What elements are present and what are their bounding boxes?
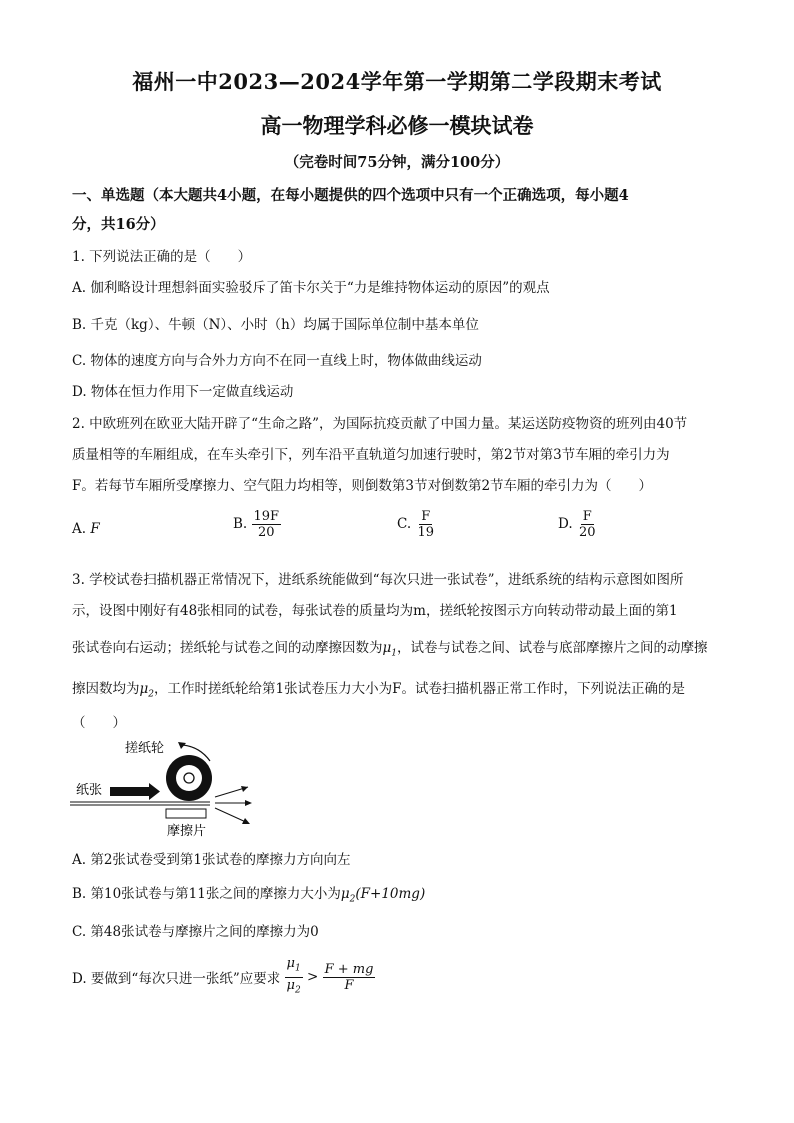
exam-title: 福州一中2023—2024学年第一学期第二学段期末考试 [132, 69, 662, 94]
q2-option-d-label: D. [558, 516, 573, 532]
q3-stem-line2: 示，设图中刚好有48张相同的试卷，每张试卷的质量均为m，搓纸轮按图示方向转动带动最上面的第1 [72, 603, 678, 619]
q2-option-b-fraction [252, 509, 282, 540]
q2-option-c-num: F [421, 509, 431, 524]
q2-stem-line3: F。若每节车厢所受摩擦力、空气阻力均相等，则倒数第3节对倒数第2节车厢的牵引力为（ ） [72, 478, 653, 494]
q3-mu2 [139, 681, 155, 700]
q3-line3-part2: ，试卷与试卷之间、试卷与底部摩擦片之间的动摩擦 [397, 640, 708, 656]
mu-symbol: μ [382, 640, 392, 656]
section-heading-line2: 分，共16分） [72, 216, 165, 233]
q3-stem-line3 [72, 636, 708, 659]
q3-option-a: A. 第2张试卷受到第1张试卷的摩擦力方向向左 [72, 852, 351, 868]
q3-stem-line5: （ ） [72, 715, 126, 731]
q3-option-d-mu2 [285, 978, 303, 999]
q3-stem-line4 [72, 677, 685, 700]
q3-option-b-mu2 [340, 886, 356, 905]
friction-pad [166, 809, 206, 818]
q3-option-b [72, 882, 425, 905]
q3-stem-line1: 3. 学校试卷扫描机器正常情况下，进纸系统能做到“每次只进一张试卷”，进纸系统的结构示意图如图所 [72, 572, 684, 588]
label-pad: 摩擦片 [167, 824, 207, 839]
q2-option-a [72, 521, 100, 537]
mu-symbol: μ [286, 977, 295, 993]
q2-option-d [558, 509, 597, 540]
q2-stem-line1: 2. 中欧班列在欧亚大陆开辟了“生命之路”，为国际抗疫贡献了中国力量。某运送防疫物资的班列由40节 [72, 416, 688, 432]
exit-arrow-lower [215, 808, 248, 823]
mu-symbol: μ [340, 886, 350, 902]
paper-feed-diagram [70, 735, 280, 845]
mu-subscript: 2 [349, 894, 356, 905]
q3-mu1 [382, 640, 398, 659]
mu-subscript: 1 [391, 648, 398, 659]
q1-option-b: B. 千克（kg）、牛顿（N）、小时（h）均属于国际单位制中基本单位 [72, 317, 479, 333]
q2-option-d-num: F [582, 509, 592, 524]
q2-option-b-num: 19F [253, 509, 280, 524]
q3-line4-part1: 擦因数均为 [72, 681, 140, 697]
q3-option-d-mu-ratio [285, 956, 303, 998]
q1-option-a: A. 伽利略设计理想斜面实验驳斥了笛卡尔关于“力是维持物体运动的原因”的观点 [72, 280, 550, 296]
paper-arrow-shaft [110, 787, 150, 796]
q3-option-d-rhs-num: F + mg [324, 961, 374, 977]
q2-option-b [233, 509, 281, 540]
exit-arrowhead-middle-icon [245, 800, 252, 806]
exam-time-note: （完卷时间75分钟，满分100分） [284, 154, 510, 171]
paper-arrow-head-icon [149, 783, 160, 800]
q2-option-c-den: 19 [417, 525, 434, 540]
q3-option-b-text: B. 第10张试卷与第11张之间的摩擦力大小为 [72, 886, 341, 902]
mu-symbol: μ [286, 956, 295, 971]
q2-option-c-fraction [415, 509, 436, 540]
q2-option-d-den: 20 [578, 525, 596, 540]
q3-option-b-expr: (F+10mg) [355, 886, 426, 902]
q1-option-c: C. 物体的速度方向与合外力方向不在同一直线上时，物体做曲线运动 [72, 353, 482, 369]
q2-stem-line2: 质量相等的车厢组成，在车头牵引下，列车沿平直轨道匀加速行驶时，第2节对第3节车厢的牵引力为 [72, 447, 670, 463]
mu-symbol: μ [139, 681, 149, 697]
exam-subtitle: 高一物理学科必修一模块试卷 [260, 113, 534, 138]
mu-subscript: 2 [148, 689, 155, 700]
q3-option-d-rhs-den: F [344, 977, 354, 993]
section-heading-line1: 一、单选题（本大题共4小题，在每小题提供的四个选项中只有一个正确选项，每小题4 [72, 187, 629, 204]
q1-option-d: D. 物体在恒力作用下一定做直线运动 [72, 384, 294, 400]
q2-option-a-label: A. [72, 521, 87, 537]
q3-option-d-mu1 [285, 956, 303, 978]
q3-line3-part1: 张试卷向右运动；搓纸轮与试卷之间的动摩擦因数为 [72, 640, 383, 656]
q2-option-a-value: F [90, 521, 100, 537]
label-paper: 纸张 [76, 783, 103, 798]
mu-subscript: 1 [294, 963, 301, 974]
exit-arrowhead-upper-icon [241, 786, 248, 792]
q2-option-b-den: 20 [258, 525, 275, 540]
q1-stem: 1. 下列说法正确的是（ ） [72, 249, 252, 265]
q3-option-d-gt: > [307, 969, 319, 986]
q3-line4-part2: ，工作时搓纸轮给第1张试卷压力大小为F。试卷扫描机器正常工作时，下列说法正确的是 [154, 681, 685, 697]
q3-option-c: C. 第48张试卷与摩擦片之间的摩擦力为0 [72, 924, 319, 940]
q2-option-b-label: B. [233, 516, 248, 532]
q2-option-d-fraction [577, 509, 598, 540]
q3-option-d-rhs [323, 962, 376, 993]
label-wheel: 搓纸轮 [125, 741, 165, 756]
q3-option-d [72, 956, 375, 998]
feed-roller-axle [184, 773, 194, 783]
mu-subscript: 2 [294, 985, 301, 996]
q2-option-c [397, 509, 436, 540]
q3-option-d-text: D. 要做到“每次只进一张纸”应要求 [72, 971, 281, 988]
q2-option-c-label: C. [397, 516, 412, 532]
